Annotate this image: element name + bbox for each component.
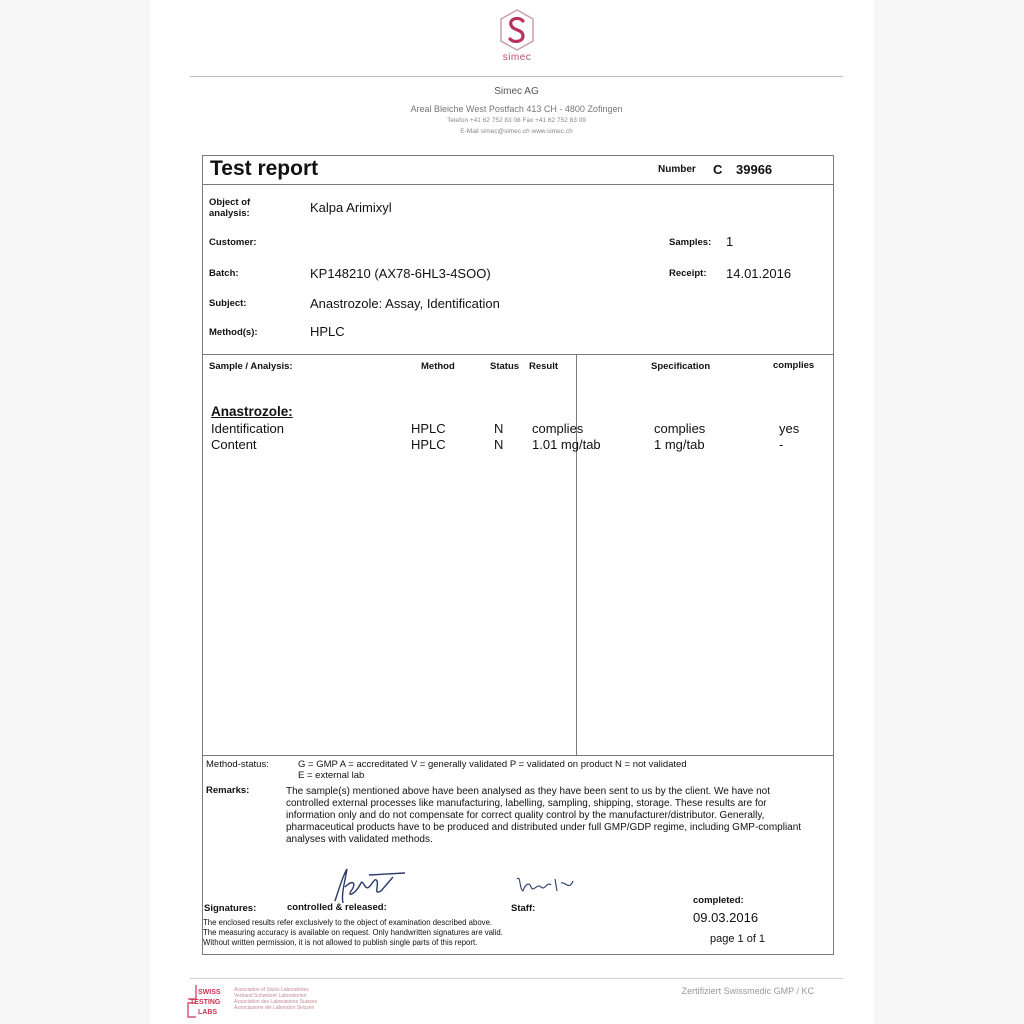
logo-line: TESTING — [190, 999, 221, 1006]
row-method: HPLC — [411, 421, 446, 436]
company-email: E-Mail simec@simec.ch www.simec.ch — [460, 128, 573, 135]
logo-line: LABS — [198, 1009, 218, 1016]
association-line: Association of Swiss Laboratories — [234, 987, 309, 993]
batch-value: KP148210 (AX78-6HL3-4SOO) — [310, 266, 491, 281]
row-status: N — [494, 437, 504, 452]
disclaimer-line: The enclosed results refer exclusively to the object of examination described above. — [203, 918, 493, 927]
receipt-value: 14.01.2016 — [726, 266, 792, 281]
methods-value: HPLC — [310, 324, 345, 339]
legend-line: G = GMP A = accreditated V = generally validated P = validated on product N = not validated — [298, 759, 687, 770]
header-specification: Specification — [651, 361, 711, 372]
controlled-label: controlled & released: — [287, 902, 387, 913]
row-complies: yes — [779, 421, 800, 436]
method-status-legend — [298, 759, 687, 781]
divider — [203, 755, 833, 756]
page-number: page 1 of 1 — [710, 933, 766, 945]
row-complies: - — [779, 437, 784, 452]
header-status: Status — [490, 361, 520, 372]
report-number: 39966 — [736, 162, 773, 177]
row-analysis: Content — [211, 437, 257, 452]
staff-label: Staff: — [511, 903, 536, 914]
header-complies: complies — [773, 360, 815, 371]
association-line: Association des Laboratoires Suisses — [234, 999, 318, 1005]
swiss-testing-labs-logo — [186, 983, 234, 1019]
document-page — [150, 0, 874, 1024]
row-result: 1.01 mg/tab — [532, 437, 601, 452]
number-label: Number — [658, 164, 696, 175]
samples-label: Samples: — [669, 237, 712, 248]
divider — [203, 184, 833, 185]
number-prefix: C — [713, 162, 723, 177]
simec-logo-icon — [498, 8, 536, 52]
method-status-label: Method-status: — [206, 759, 269, 770]
logo-text: simec — [502, 52, 532, 63]
remarks-label: Remarks: — [206, 785, 250, 796]
header-sample: Sample / Analysis: — [209, 361, 293, 372]
remarks-text: The sample(s) mentioned above have been analysed as they have been sent to us by the client. We have not controlled external processes like manufacturing, labelling, sampling, shipping, storage. These results are for information only and do not compensate for correct quality control by the manufacturer/distributor. Generally, pharmaceutical products have to be produced and distributed under full GMP/GDP regime, including GMP-compliant analyses with validated methods. — [286, 786, 802, 845]
header-result: Result — [529, 361, 559, 372]
header-rule — [190, 76, 843, 77]
footer-rule — [190, 978, 843, 979]
disclaimer-line: Without written permission, it is not allowed to publish single parts of this report. — [203, 938, 478, 947]
association-line: Verband Schweizer Laboratorien — [234, 993, 307, 999]
row-status: N — [494, 421, 504, 436]
completed-label: completed: — [693, 895, 744, 906]
disclaimer — [203, 918, 583, 948]
samples-value: 1 — [726, 234, 734, 249]
certification-note: Zertifiziert Swissmedic GMP / KC — [681, 986, 814, 996]
subject-value: Anastrozole: Assay, Identification — [310, 296, 500, 311]
company-contact: Telefon +41 62 752 83 08 Fax +41 62 752 83 09 — [447, 117, 586, 124]
row-method: HPLC — [411, 437, 446, 452]
association-text — [234, 987, 317, 1011]
report-title: Test report — [210, 157, 319, 180]
test-report-form — [202, 155, 834, 955]
signatures-label: Signatures: — [204, 903, 257, 914]
disclaimer-line: The measuring accuracy is available on request. Only handwritten signatures are valid. — [203, 928, 503, 937]
logo-line: SWISS — [198, 989, 221, 996]
company-name: Simec AG — [494, 86, 539, 97]
legend-line: E = external lab — [298, 770, 365, 781]
object-value: Kalpa Arimixyl — [310, 200, 392, 215]
row-result: complies — [532, 421, 584, 436]
batch-label: Batch: — [209, 268, 239, 279]
customer-label: Customer: — [209, 237, 257, 248]
row-specification: 1 mg/tab — [654, 437, 705, 452]
subject-label: Subject: — [209, 298, 247, 309]
association-line: Associazione dei Laboratori Svizzeri — [234, 1005, 315, 1011]
signature-staff — [511, 871, 581, 899]
signature-controlled — [321, 861, 411, 909]
column-divider — [576, 355, 577, 755]
methods-label: Method(s): — [209, 327, 258, 338]
section-title: Anastrozole: — [211, 404, 293, 419]
divider — [203, 354, 833, 355]
row-analysis: Identification — [211, 421, 284, 436]
object-label: Object of analysis: — [209, 197, 251, 219]
header-method: Method — [421, 361, 455, 372]
completed-date: 09.03.2016 — [693, 910, 759, 925]
company-address: Areal Bleiche West Postfach 413 CH - 4800 Zofingen — [410, 104, 623, 114]
receipt-label: Receipt: — [669, 268, 707, 279]
row-specification: complies — [654, 421, 706, 436]
